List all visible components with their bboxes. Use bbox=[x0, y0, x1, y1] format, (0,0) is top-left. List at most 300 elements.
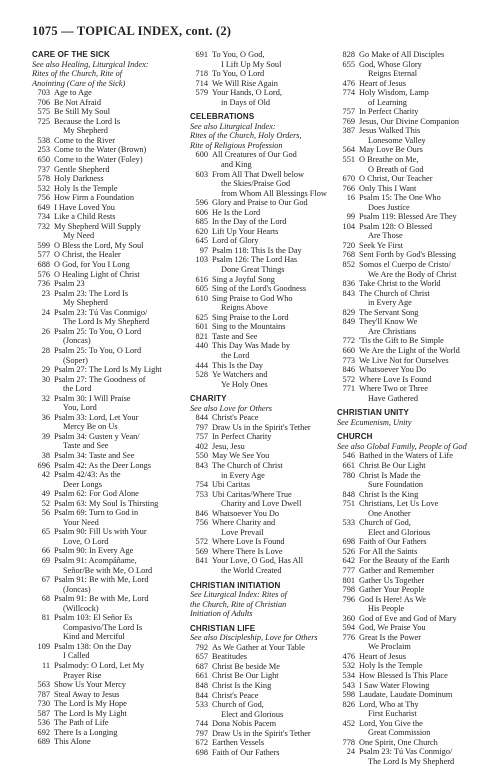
hymn-title-line: Psalm 23: Tú Vas Conmigo/ bbox=[54, 307, 148, 317]
index-entry bbox=[190, 313, 335, 323]
hymn-title-line: Holy Wisdom, Lamp bbox=[359, 88, 429, 98]
index-entry bbox=[337, 250, 480, 260]
hymn-title-line: Lord, Who at Thy bbox=[359, 699, 419, 709]
hymn-number: 97 bbox=[199, 245, 208, 255]
hymn-title bbox=[359, 518, 480, 537]
hymn-number: 579 bbox=[195, 88, 208, 98]
hymn-title bbox=[212, 246, 335, 256]
hymn-title-line: Psalm 25: To You, O Lord bbox=[54, 345, 142, 355]
hymn-number: 56 bbox=[41, 508, 50, 518]
hymn-number: 24 bbox=[346, 747, 355, 757]
hymn-number: 546 bbox=[342, 451, 355, 461]
index-entry bbox=[337, 576, 480, 586]
hymn-number: 774 bbox=[342, 88, 355, 98]
hymn-number: 734 bbox=[37, 212, 50, 222]
hymn-title bbox=[54, 375, 177, 394]
index-entry bbox=[190, 442, 335, 452]
hymn-title-line: O Healing Light of Christ bbox=[54, 269, 140, 279]
hymn-number: 655 bbox=[342, 59, 355, 69]
hymn-number: 543 bbox=[342, 680, 355, 690]
hymn-title-line: You, Lord bbox=[63, 403, 97, 413]
hymn-title-line: Gentle Shepherd bbox=[54, 164, 110, 174]
hymn-number: 757 bbox=[342, 107, 355, 117]
hymn-title-line: Lift Up Your Hearts bbox=[212, 226, 279, 236]
see-also-note: Rite of Religious Profession bbox=[190, 140, 283, 150]
index-entry bbox=[32, 470, 177, 489]
index-entry bbox=[337, 585, 480, 595]
index-entry bbox=[32, 613, 177, 642]
index-entry bbox=[32, 155, 177, 165]
hymn-title-line: (Willcock) bbox=[63, 603, 99, 613]
hymn-title-line: Psalm 30: I Will Praise bbox=[54, 393, 131, 403]
hymn-number: 536 bbox=[37, 718, 50, 728]
hymn-number: 600 bbox=[195, 150, 208, 160]
index-entry bbox=[190, 69, 335, 79]
hymn-title bbox=[54, 718, 177, 728]
hymn-number: 696 bbox=[37, 460, 50, 470]
hymn-number: 534 bbox=[342, 671, 355, 680]
index-entry bbox=[190, 361, 335, 371]
hymn-title bbox=[54, 136, 177, 146]
hymn-title bbox=[212, 88, 335, 107]
hymn-title bbox=[359, 250, 480, 260]
index-entry bbox=[337, 652, 480, 662]
hymn-title bbox=[54, 308, 177, 327]
hymn-title-line: Gather Your People bbox=[359, 585, 425, 595]
hymn-number: 476 bbox=[342, 651, 355, 661]
hymn-title bbox=[359, 681, 480, 691]
hymn-number: 575 bbox=[37, 107, 50, 117]
hymn-title bbox=[54, 289, 177, 308]
hymn-number: 776 bbox=[342, 632, 355, 642]
hymn-title-line: They'll Know We bbox=[359, 317, 418, 327]
hymn-number: 841 bbox=[195, 556, 208, 566]
index-entry bbox=[32, 250, 177, 260]
hymn-title bbox=[54, 222, 177, 241]
index-entry bbox=[190, 217, 335, 227]
index-entry bbox=[32, 107, 177, 117]
hymn-title-line: (Joncas) bbox=[63, 336, 91, 346]
section-heading: CHRISTIAN INITIATION bbox=[190, 580, 281, 590]
hymn-title bbox=[359, 241, 480, 251]
hymn-title bbox=[359, 212, 480, 222]
hymn-title-line: My Shepherd bbox=[63, 126, 108, 136]
hymn-title bbox=[212, 738, 335, 748]
hymn-number: 757 bbox=[195, 432, 208, 442]
hymn-title-line: Jesu, Jesu bbox=[212, 441, 245, 451]
hymn-title bbox=[359, 260, 480, 279]
hymn-title-line: Where Charity and bbox=[212, 518, 276, 528]
index-entry bbox=[190, 432, 335, 442]
index-entry bbox=[190, 509, 335, 519]
index-entry bbox=[32, 642, 177, 661]
hymn-title-line: Psalm 138: On the Day bbox=[54, 641, 132, 651]
section-heading: CELEBRATIONS bbox=[190, 112, 255, 122]
hymn-number: 49 bbox=[41, 489, 50, 499]
hymn-number: 29 bbox=[41, 365, 50, 375]
index-entry bbox=[190, 79, 335, 89]
hymn-number: 476 bbox=[342, 78, 355, 88]
hymn-title-line: This Is the Day bbox=[212, 360, 263, 370]
index-entry bbox=[32, 661, 177, 680]
hymn-title-line: Whatsoever You Do bbox=[212, 508, 280, 518]
see-also-note: See also Liturgical Index: bbox=[190, 121, 276, 131]
hymn-title bbox=[359, 50, 480, 60]
hymn-title bbox=[212, 69, 335, 79]
index-entry bbox=[190, 413, 335, 423]
hymn-title-line: Psalm 63: My Soul Is Thirsting bbox=[54, 498, 159, 508]
hymn-title-line: For All the Saints bbox=[359, 546, 418, 556]
index-entry bbox=[32, 375, 177, 394]
hymn-title-line: Psalm 62: For God Alone bbox=[54, 489, 139, 499]
hymn-number: 848 bbox=[195, 681, 208, 690]
hymn-title-line: May Love Be Ours bbox=[359, 145, 423, 155]
hymn-title-line: Beatitudes bbox=[212, 652, 248, 662]
hymn-number: 67 bbox=[41, 575, 50, 585]
hymn-title-line: My Shepherd bbox=[63, 298, 108, 308]
hymn-title-line: Church of God, bbox=[212, 700, 264, 710]
hymn-number: 572 bbox=[195, 537, 208, 547]
hymn-number: 99 bbox=[346, 212, 355, 222]
hymn-title-line: Your Hands, O Lord, bbox=[212, 88, 282, 98]
hymn-title bbox=[54, 241, 177, 251]
hymn-title bbox=[54, 327, 177, 346]
hymn-title-line: Christ's Peace bbox=[212, 690, 259, 700]
index-entry bbox=[32, 241, 177, 251]
hymn-number: 578 bbox=[37, 174, 50, 184]
hymn-title bbox=[212, 217, 335, 227]
hymn-title-line: God, Whose Glory bbox=[359, 59, 422, 69]
hymn-title-line: Your Love, O God, Has All bbox=[212, 556, 304, 566]
hymn-title bbox=[54, 394, 177, 413]
hymn-title bbox=[359, 308, 480, 318]
index-entry bbox=[190, 246, 335, 256]
hymn-number: 52 bbox=[41, 498, 50, 508]
hymn-title bbox=[212, 170, 335, 199]
hymn-title-line: Psalmody: O Lord, Let My bbox=[54, 661, 145, 670]
hymn-number: 692 bbox=[37, 727, 50, 737]
hymn-title bbox=[212, 313, 335, 323]
hymn-title bbox=[212, 442, 335, 452]
hymn-title-line: Draw Us in the Spirit's Tether bbox=[212, 422, 311, 432]
hymn-title-line: Psalm 42: As the Deer Longs bbox=[54, 460, 152, 470]
hymn-title bbox=[212, 700, 335, 719]
hymn-title-line: Take Christ to the World bbox=[359, 279, 441, 289]
hymn-title-line: Psalm 34: Gusten y Vean/ bbox=[54, 431, 140, 441]
index-entry bbox=[32, 260, 177, 270]
hymn-title bbox=[359, 461, 480, 471]
hymn-title bbox=[212, 461, 335, 480]
index-entry bbox=[337, 145, 480, 155]
hymn-number: 691 bbox=[195, 50, 208, 59]
index-entry bbox=[190, 662, 335, 672]
hymn-title bbox=[54, 728, 177, 738]
index-entry bbox=[190, 275, 335, 285]
see-also-note: Rites of the Church, Rite of bbox=[32, 69, 123, 79]
hymn-title-line: Christ Is the King bbox=[212, 681, 272, 690]
hymn-number: 714 bbox=[195, 78, 208, 88]
hymn-number: 843 bbox=[342, 288, 355, 298]
index-entry bbox=[32, 709, 177, 719]
hymn-title-line: Psalm 23 bbox=[54, 279, 85, 289]
hymn-title bbox=[359, 60, 480, 79]
hymn-title-line: Compasivo/The Lord Is bbox=[63, 622, 143, 632]
hymn-title-line: Be Not Afraid bbox=[54, 97, 102, 107]
hymn-number: 69 bbox=[41, 555, 50, 565]
hymn-number: 16 bbox=[346, 193, 355, 203]
hymn-number: 736 bbox=[37, 279, 50, 289]
hymn-title-line: Psalm 119: Blessed Are They bbox=[359, 212, 457, 222]
hymn-title-line: Christians, Let Us Love bbox=[359, 499, 439, 509]
index-entry bbox=[337, 279, 480, 289]
hymn-title-line: (Joncas) bbox=[63, 584, 91, 594]
hymn-title bbox=[212, 208, 335, 218]
hymn-title bbox=[359, 222, 480, 241]
hymn-title-line: the Lord bbox=[63, 384, 92, 394]
hymn-title-line: Holy Is the Temple bbox=[359, 661, 423, 671]
hymn-title-line: Bathed in the Waters of Life bbox=[359, 451, 453, 461]
index-entry bbox=[32, 174, 177, 184]
hymn-number: 109 bbox=[37, 641, 50, 651]
hymn-title bbox=[212, 198, 335, 208]
hymn-title bbox=[54, 499, 177, 509]
hymn-title bbox=[212, 361, 335, 371]
hymn-title-line: Kind and Merciful bbox=[63, 632, 125, 642]
index-column-2 bbox=[190, 50, 335, 757]
hymn-title-line: Dona Nobis Pacem bbox=[212, 719, 277, 729]
hymn-title bbox=[359, 700, 480, 719]
hymn-title bbox=[359, 614, 480, 624]
index-entry bbox=[32, 308, 177, 327]
hymn-title-line: O Bless the Lord, My Soul bbox=[54, 240, 144, 250]
hymn-title bbox=[212, 150, 335, 169]
see-also-note: See also Global Family, People of God bbox=[337, 441, 467, 451]
hymn-title-line: He Is the Lord bbox=[212, 207, 261, 217]
index-entry bbox=[32, 737, 177, 747]
hymn-title bbox=[212, 423, 335, 433]
index-entry bbox=[337, 451, 480, 461]
hymn-title bbox=[359, 471, 480, 490]
hymn-number: 603 bbox=[195, 169, 208, 179]
hymn-title-line: Psalm 91: Be with Me, Lord bbox=[54, 575, 149, 585]
hymn-title-line: Be Still My Soul bbox=[54, 107, 111, 117]
hymn-title bbox=[212, 662, 335, 672]
hymn-number: 685 bbox=[195, 217, 208, 227]
hymn-number: 661 bbox=[195, 671, 208, 681]
hymn-title-line: Gather Us Together bbox=[359, 575, 425, 585]
hymn-title bbox=[359, 155, 480, 174]
hymn-number: 848 bbox=[342, 489, 355, 499]
hymn-number: 440 bbox=[195, 341, 208, 351]
hymn-number: 698 bbox=[342, 537, 355, 547]
index-entry bbox=[337, 499, 480, 518]
hymn-title-line: in Days of Old bbox=[221, 97, 271, 107]
hymn-title bbox=[359, 451, 480, 461]
hymn-title bbox=[359, 499, 480, 518]
hymn-title-line: Only This I Want bbox=[359, 183, 417, 193]
index-entry bbox=[32, 212, 177, 222]
hymn-title bbox=[359, 747, 480, 766]
hymn-number: 402 bbox=[195, 441, 208, 451]
hymn-number: 649 bbox=[37, 202, 50, 212]
hymn-title-line: Psalm 27: The Goodness of bbox=[54, 374, 146, 384]
hymn-title bbox=[359, 556, 480, 566]
index-entry bbox=[32, 279, 177, 289]
index-entry bbox=[337, 174, 480, 184]
hymn-number: 569 bbox=[195, 546, 208, 556]
index-entry bbox=[337, 518, 480, 537]
hymn-title bbox=[359, 184, 480, 194]
hymn-title bbox=[359, 289, 480, 308]
hymn-title-line: We Will Rise Again bbox=[212, 78, 278, 88]
index-entry bbox=[337, 633, 480, 652]
hymn-title-line: Come to the River bbox=[54, 135, 116, 145]
hymn-title bbox=[54, 270, 177, 280]
hymn-number: 103 bbox=[195, 255, 208, 265]
section-heading: CARE OF THE SICK bbox=[32, 50, 110, 59]
hymn-number: 796 bbox=[342, 594, 355, 604]
hymn-title-line: One Spirit, One Church bbox=[359, 737, 438, 747]
hymn-number: 768 bbox=[342, 250, 355, 260]
index-entry bbox=[337, 375, 480, 385]
hymn-title bbox=[359, 88, 480, 107]
hymn-title-line: O Breath of God bbox=[368, 164, 424, 174]
hymn-title bbox=[359, 375, 480, 385]
hymn-number: 596 bbox=[195, 198, 208, 208]
index-entry bbox=[337, 490, 480, 500]
hymn-number: 24 bbox=[41, 307, 50, 317]
hymn-title bbox=[54, 212, 177, 222]
hymn-title-line: Sing Praise to God Who bbox=[212, 293, 293, 303]
hymn-title-line: To You, O Lord bbox=[212, 69, 265, 79]
hymn-title bbox=[54, 365, 177, 375]
hymn-title-line: The Lord Is My Shepherd bbox=[368, 756, 455, 766]
hymn-title bbox=[54, 145, 177, 155]
hymn-title bbox=[212, 652, 335, 662]
hymn-title-line: Christ Be beside Me bbox=[212, 661, 280, 671]
hymn-title bbox=[54, 594, 177, 613]
hymn-title bbox=[359, 566, 480, 576]
hymn-number: 576 bbox=[37, 269, 50, 279]
hymn-number: 754 bbox=[195, 480, 208, 490]
index-entry bbox=[337, 595, 480, 614]
index-entry bbox=[190, 518, 335, 537]
hymn-title-line: Psalm 126: The Lord Has bbox=[212, 255, 298, 265]
hymn-title bbox=[359, 79, 480, 89]
hymn-title-line: We Are the Light of the World bbox=[359, 345, 460, 355]
hymn-title-line: Holy Darkness bbox=[54, 174, 104, 184]
hymn-number: 532 bbox=[37, 183, 50, 193]
hymn-number: 718 bbox=[195, 69, 208, 79]
hymn-title-line: Steal Away to Jesus bbox=[54, 689, 120, 699]
hymn-title bbox=[212, 518, 335, 537]
hymn-number: 769 bbox=[342, 116, 355, 126]
hymn-title-line: Sing a Joyful Song bbox=[212, 274, 275, 284]
index-entry bbox=[32, 690, 177, 700]
index-entry bbox=[337, 346, 480, 356]
hymn-title-line: Christ Is Made the bbox=[359, 470, 421, 480]
index-entry bbox=[32, 527, 177, 546]
index-entry bbox=[32, 165, 177, 175]
hymn-title bbox=[212, 671, 335, 681]
hymn-title bbox=[359, 719, 480, 738]
hymn-title-line: Faith of Our Fathers bbox=[359, 537, 427, 547]
hymn-title-line: How Firm a Foundation bbox=[54, 193, 134, 203]
hymn-title bbox=[212, 729, 335, 739]
hymn-title-line: Psalm 15: The One Who bbox=[359, 193, 441, 203]
hymn-number: 645 bbox=[195, 236, 208, 246]
hymn-title-line: Elect and Glorious bbox=[368, 527, 431, 537]
hymn-title-line: Sure Foundation bbox=[368, 480, 424, 490]
hymn-number: 532 bbox=[342, 661, 355, 671]
hymn-number: 42 bbox=[41, 470, 50, 480]
hymn-title-line: I Saw Water Flowing bbox=[359, 680, 430, 690]
hymn-title bbox=[212, 748, 335, 758]
hymn-title-line: Heart of Jesus bbox=[359, 651, 407, 661]
hymn-title bbox=[359, 738, 480, 748]
page-header: 1075 — TOPICAL INDEX, cont. (2) bbox=[32, 24, 232, 38]
index-entry bbox=[32, 461, 177, 471]
index-entry bbox=[32, 594, 177, 613]
index-entry bbox=[337, 461, 480, 471]
hymn-number: 703 bbox=[37, 88, 50, 98]
hymn-title bbox=[212, 294, 335, 313]
see-also-note: See also Healing, Liturgical Index: bbox=[32, 59, 149, 69]
hymn-title-line: How Blessed Is This Place bbox=[359, 671, 448, 680]
hymn-title-line: Lord, You Give the bbox=[359, 718, 423, 728]
hymn-title bbox=[359, 174, 480, 184]
hymn-title bbox=[54, 117, 177, 136]
hymn-title bbox=[212, 322, 335, 332]
index-entry bbox=[190, 480, 335, 490]
hymn-title-line: Done Great Things bbox=[221, 265, 285, 275]
hymn-title bbox=[54, 575, 177, 594]
hymn-title-line: in Every Age bbox=[221, 470, 265, 480]
section-heading: CHRISTIAN LIFE bbox=[190, 623, 256, 633]
index-entry bbox=[337, 384, 480, 403]
hymn-title-line: Does Justice bbox=[368, 202, 410, 212]
hymn-number: 594 bbox=[342, 623, 355, 633]
hymn-title bbox=[212, 50, 335, 69]
hymn-title-line: Great Commission bbox=[368, 728, 431, 738]
section-heading: CHARITY bbox=[190, 394, 227, 404]
index-entry bbox=[190, 652, 335, 662]
index-entry bbox=[32, 203, 177, 213]
index-entry bbox=[337, 50, 480, 60]
hymn-title bbox=[54, 98, 177, 108]
hymn-title-line: Psalm 34: Taste and See bbox=[54, 450, 135, 460]
index-entry bbox=[337, 471, 480, 490]
index-entry bbox=[337, 155, 480, 174]
hymn-title bbox=[54, 107, 177, 117]
hymn-title-line: God Is Here! As We bbox=[359, 594, 426, 604]
hymn-title-line: To You, O God, bbox=[212, 50, 265, 59]
index-entry bbox=[337, 556, 480, 566]
hymn-title-line: Sing of the Lord's Goodness bbox=[212, 284, 307, 294]
index-entry bbox=[337, 719, 480, 738]
hymn-title-line: Psalm 91: Be with Me, Lord bbox=[54, 594, 149, 604]
hymn-title-line: Sing Praise to the Lord bbox=[212, 312, 289, 322]
hymn-title bbox=[359, 585, 480, 595]
hymn-title-line: Reigns Above bbox=[221, 303, 268, 313]
hymn-title-line: The Path of Life bbox=[54, 718, 109, 728]
hymn-title-line: Laudate, Laudate Dominum bbox=[359, 690, 453, 700]
index-entry bbox=[190, 490, 335, 509]
hymn-title-line: I Called bbox=[63, 651, 90, 661]
hymn-number: 670 bbox=[342, 174, 355, 184]
hymn-title-line: Glory and Praise to Our God bbox=[212, 198, 308, 208]
hymn-number: 821 bbox=[195, 331, 208, 341]
